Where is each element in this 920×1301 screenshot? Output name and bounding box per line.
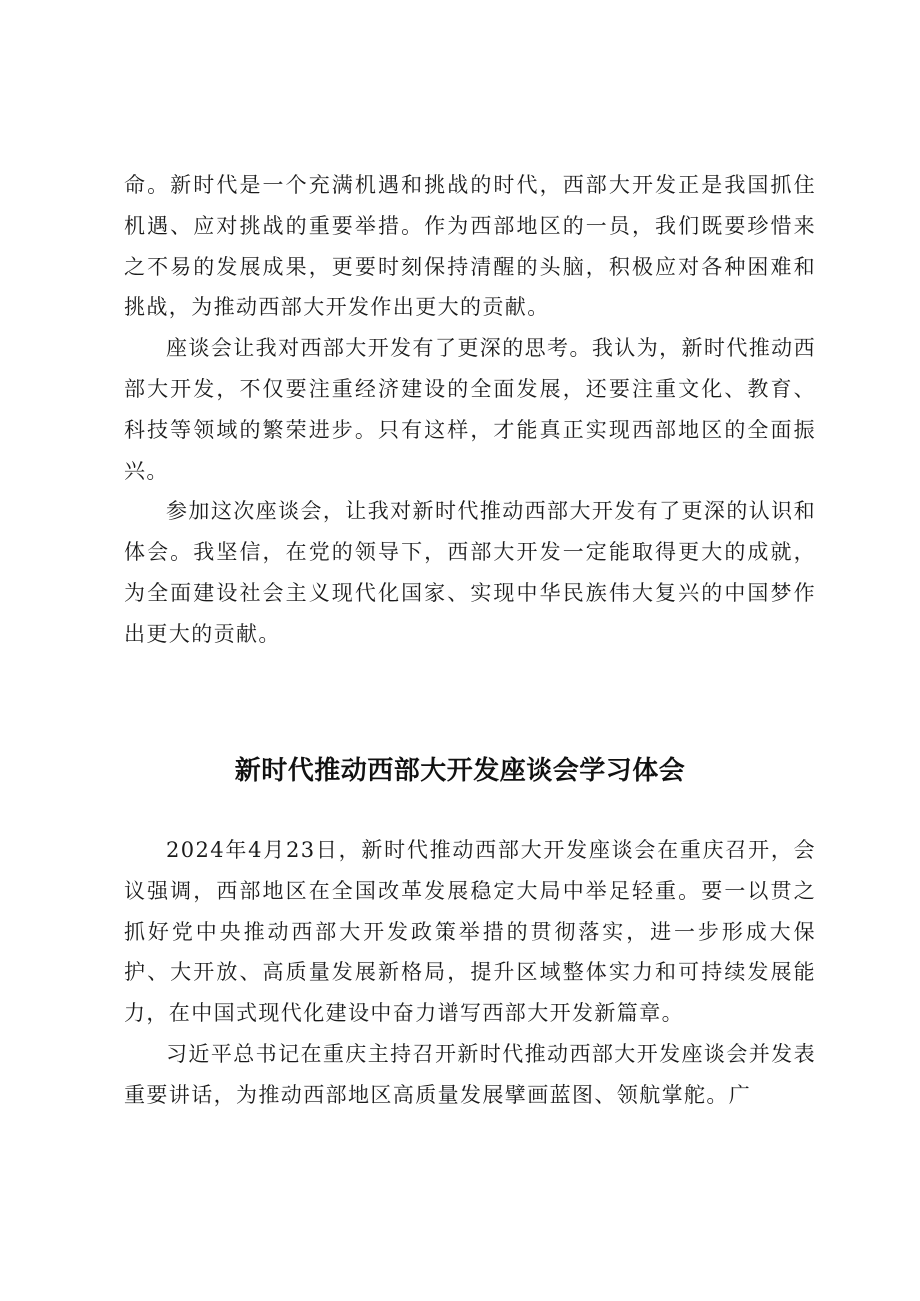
paragraph: 参加这次座谈会，让我对新时代推动西部大开发有了更深的认识和体会。我坚信，在党的领导下，西部大开发一定能取得更大的成就，为全面建设社会主义现代化国家、实现中华民族伟大复兴的中国梦作出更大的贡献。 xyxy=(124,499,816,646)
article-title: 新时代推动西部大开发座谈会学习体会 xyxy=(234,756,686,786)
paragraph-continuation: 命。新时代是一个充满机遇和挑战的时代，西部大开发正是我国抓住机遇、应对挑战的重要举措。作为西部地区的一员，我们既要珍惜来之不易的发展成果，更要时刻保持清醒的头脑，积极应对各种困难和挑战，为推动西部大开发作出更大的贡献。 xyxy=(124,173,816,320)
section-1-body xyxy=(124,165,816,655)
paragraph: 习近平总书记在重庆主持召开新时代推动西部大开发座谈会并发表重要讲话，为推动西部地区高质量发展擘画蓝图、领航掌舵。广 xyxy=(124,1041,816,1107)
section-2-body xyxy=(124,830,816,1116)
paragraph: 座谈会让我对西部大开发有了更深的思考。我认为，新时代推动西部大开发，不仅要注重经济建设的全面发展，还要注重文化、教育、科技等领域的繁荣进步。只有这样，才能真正实现西部地区的全面振兴。 xyxy=(124,336,816,483)
paragraph: 2024年4月23日，新时代推动西部大开发座谈会在重庆召开，会议强调，西部地区在全国改革发展稳定大局中举足轻重。要一以贯之抓好党中央推动西部大开发政策举措的贯彻落实，进一步形成大保护、大开放、高质量发展新格局，提升区域整体实力和可持续发展能力，在中国式现代化建设中奋力谱写西部大开发新篇章。 xyxy=(124,838,816,1026)
